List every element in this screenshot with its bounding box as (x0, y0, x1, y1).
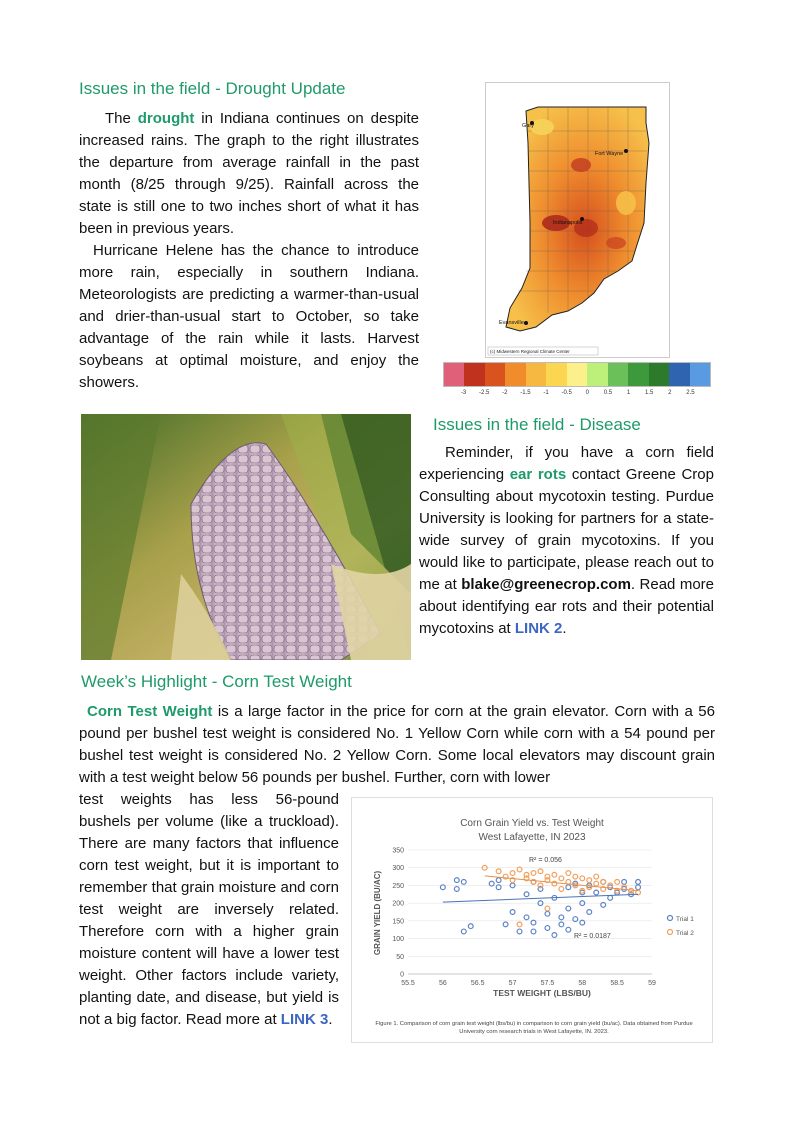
legend-label: -2.5 (479, 390, 490, 396)
trial-1-point (503, 922, 508, 927)
disease-p-pre: Reminder, if you have a corn field experiencing (419, 444, 714, 483)
drought-p1-post: in Indiana continues on despite increased rains. The graph to the right illustrates the departure from average rainfall in the past month (8/25 through 9/25). Rainfall across the state is still one to two inches short of what it has been in previous years. (79, 110, 420, 237)
map-label-evansville: Evansville (499, 320, 524, 326)
legend-label: -1 (543, 390, 549, 396)
trial-2-point (594, 874, 599, 879)
legend-swatch (669, 363, 689, 386)
legend-label: -2 (502, 390, 508, 396)
legend-swatch (485, 363, 505, 386)
chart-svg (352, 798, 712, 1042)
trial-1-point (524, 892, 529, 897)
trial-2-point (580, 876, 585, 881)
legend-trial-1: Trial 1 (676, 916, 694, 923)
contact-email[interactable]: blake@greenecrop.com (461, 576, 631, 593)
legend-swatch (628, 363, 648, 386)
trial-1-point (468, 924, 473, 929)
corn-ear-rot-photo (81, 414, 411, 660)
trial-2-point (517, 922, 522, 927)
y-tick-label: 150 (392, 918, 404, 926)
legend-swatch (444, 363, 464, 386)
map-credit: (c) Midwestern Regional Climate Center (490, 349, 570, 354)
legend-label: 0.5 (603, 390, 613, 396)
chart-title: Corn Grain Yield vs. Test Weight (460, 818, 604, 829)
trial-1-point (461, 929, 466, 934)
trial2-r2: R² = 0.056 (529, 857, 562, 864)
x-tick-label: 57.5 (540, 980, 555, 987)
trial-1-point (531, 929, 536, 934)
map-label-fortwayne: Fort Wayne (595, 151, 624, 157)
legend-swatch (690, 363, 710, 386)
trial-2-point (496, 869, 501, 874)
trial-1-point (552, 933, 557, 938)
drought-keyword: drought (137, 110, 195, 127)
highlight-text-side (79, 789, 339, 1031)
indiana-state-shape (506, 107, 649, 331)
highlight-p-end: . (328, 1011, 333, 1028)
x-tick-label: 59 (648, 980, 656, 987)
disease-heading: Issues in the field - Disease (433, 415, 641, 434)
chart-legend (668, 916, 695, 938)
trial-1-point (454, 887, 459, 892)
y-tick-label: 50 (396, 953, 404, 961)
trial-1-point (545, 926, 550, 931)
trial-2-point (615, 879, 620, 884)
legend-label: -0.5 (561, 390, 572, 396)
drought-heading: Issues in the field - Drought Update (79, 79, 346, 98)
x-tick-label: 55.5 (401, 980, 415, 987)
trial-2-point (510, 871, 515, 876)
y-tick-label: 100 (392, 936, 404, 944)
trial-2-point (601, 879, 606, 884)
chart-subtitle: West Lafayette, IN 2023 (478, 832, 586, 843)
trial-2-point (587, 878, 592, 883)
legend-label: 0 (585, 390, 589, 396)
trial-1-point (496, 878, 501, 883)
legend-label: 2 (668, 390, 672, 396)
x-tick-label: 58.5 (610, 980, 624, 987)
highlight-heading: Week’s Highlight - Corn Test Weight (81, 672, 352, 691)
x-tick-label: 56 (438, 980, 447, 987)
map-label-indianapolis: Indianapolis (553, 220, 583, 226)
y-tick-label: 350 (392, 847, 404, 855)
link-3[interactable]: LINK 3 (280, 1011, 329, 1028)
trial-1-point (559, 922, 564, 927)
legend-swatch (649, 363, 669, 386)
yield-vs-test-weight-chart (351, 797, 713, 1043)
trial-1-point (517, 929, 522, 934)
trial-1-point (594, 890, 599, 895)
trial-2-point (573, 874, 578, 879)
trial-1-point (454, 878, 459, 883)
drought-p2: Hurricane Helene has the chance to introduce more rain, especially in southern Indiana. Meteorologists are predicting a warmer-than-usual and drier-than-usual start to October, so take advantage of the rain while it lasts. Harvest soybeans at optimal moisture, and enjoy the showers. (79, 242, 419, 391)
legend-swatch (505, 363, 525, 386)
trial-2-point (545, 906, 550, 911)
trial-1-point (608, 895, 613, 900)
trial-1-point (545, 911, 550, 916)
disease-p-post: . Read more about identifying ear rots and their potential mycotoxins at (419, 576, 714, 637)
x-tick-label: 58 (578, 980, 587, 987)
indiana-rainfall-map (485, 82, 670, 358)
trial-1-point (524, 915, 529, 920)
trial-1-point (566, 906, 571, 911)
disease-p-mid: contact Greene Crop Consulting about mycotoxin testing. Purdue University is looking for partners for a state-wide survey of grain mycotoxins. If you would like to participate, please reach out to me at (419, 466, 714, 593)
legend-swatch (464, 363, 484, 386)
x-tick-label: 56.5 (470, 980, 485, 987)
legend-swatch (587, 363, 607, 386)
y-tick-label: 0 (400, 971, 404, 979)
highlight-p-side: test weights has less 56-pound bushels per volume (like a truckload). There are many factors that influence corn test weight, but it is important to remember that grain moisture and corn test weight are inversely related. Therefore corn with a higher grain moisture content will have a lower test weight. Other factors include variety, planting date, and disease, but yield is not a big factor. Read more at (79, 791, 339, 1028)
map-legend (443, 362, 711, 402)
trial-1-point (510, 910, 515, 915)
legend-swatch (526, 363, 546, 386)
y-tick-label: 250 (392, 882, 404, 890)
legend-label: 1.5 (644, 390, 654, 396)
indiana-map-svg (486, 83, 669, 357)
legend-label: -1.5 (520, 390, 531, 396)
trial-2-point (531, 871, 536, 876)
y-tick-label: 200 (392, 900, 404, 908)
legend-label: 1 (626, 390, 631, 396)
trial-2-point (566, 871, 571, 876)
trial-1-point (566, 927, 571, 932)
trial-1-point (559, 915, 564, 920)
highlight-text-full (79, 701, 715, 789)
trial-1-point (636, 879, 641, 884)
disease-p-end: . (562, 620, 567, 637)
trial-2-point (559, 876, 564, 881)
drought-text (79, 108, 419, 394)
legend-swatch (567, 363, 587, 386)
link-2[interactable]: LINK 2 (514, 620, 563, 637)
corn-test-weight-keyword: Corn Test Weight (87, 703, 213, 720)
disease-text (419, 442, 714, 640)
map-label-gary: Gary (522, 123, 534, 129)
trial-2-point (559, 887, 564, 892)
trial-1-point (461, 879, 466, 884)
trial1-r2: R² = 0.0187 (574, 933, 611, 940)
trial-1-point (622, 879, 627, 884)
ear-rots-keyword: ear rots (509, 466, 567, 483)
legend-trial-2: Trial 2 (676, 930, 694, 937)
chart-ylabel: GRAIN YIELD (BU/AC) (373, 870, 382, 956)
legend-label: 2.5 (686, 390, 695, 396)
x-tick-label: 57 (508, 980, 517, 987)
trial-1-point (587, 910, 592, 915)
legend-label: -3 (460, 390, 467, 396)
highlight-p-full: is a large factor in the price for corn at the grain elevator. Corn with a 56 pound per bushel test weight is considered No. 1 Yellow Corn while corn with a 54 pound per bushel test weight is considered No. 2 Yellow Corn. Some local elevators may discount grain with a test weight below 56 pounds per bushel. Further, corn with lower (79, 703, 715, 786)
trial-2-point (538, 869, 543, 874)
legend-swatch (608, 363, 628, 386)
legend-swatch (546, 363, 566, 386)
y-tick-label: 300 (392, 865, 404, 873)
drought-p1-pre: The (105, 110, 138, 127)
chart-caption: Figure 1. Comparison of corn grain test weight (lbs/bu) in comparison to corn grain yield (bu/ac). Data obtained from Purdue University corn research trials in West Lafayette, IN. 2023. (375, 1021, 693, 1035)
chart-xlabel: TEST WEIGHT (LBS/BU) (493, 988, 591, 998)
trial-2-point (552, 872, 557, 877)
